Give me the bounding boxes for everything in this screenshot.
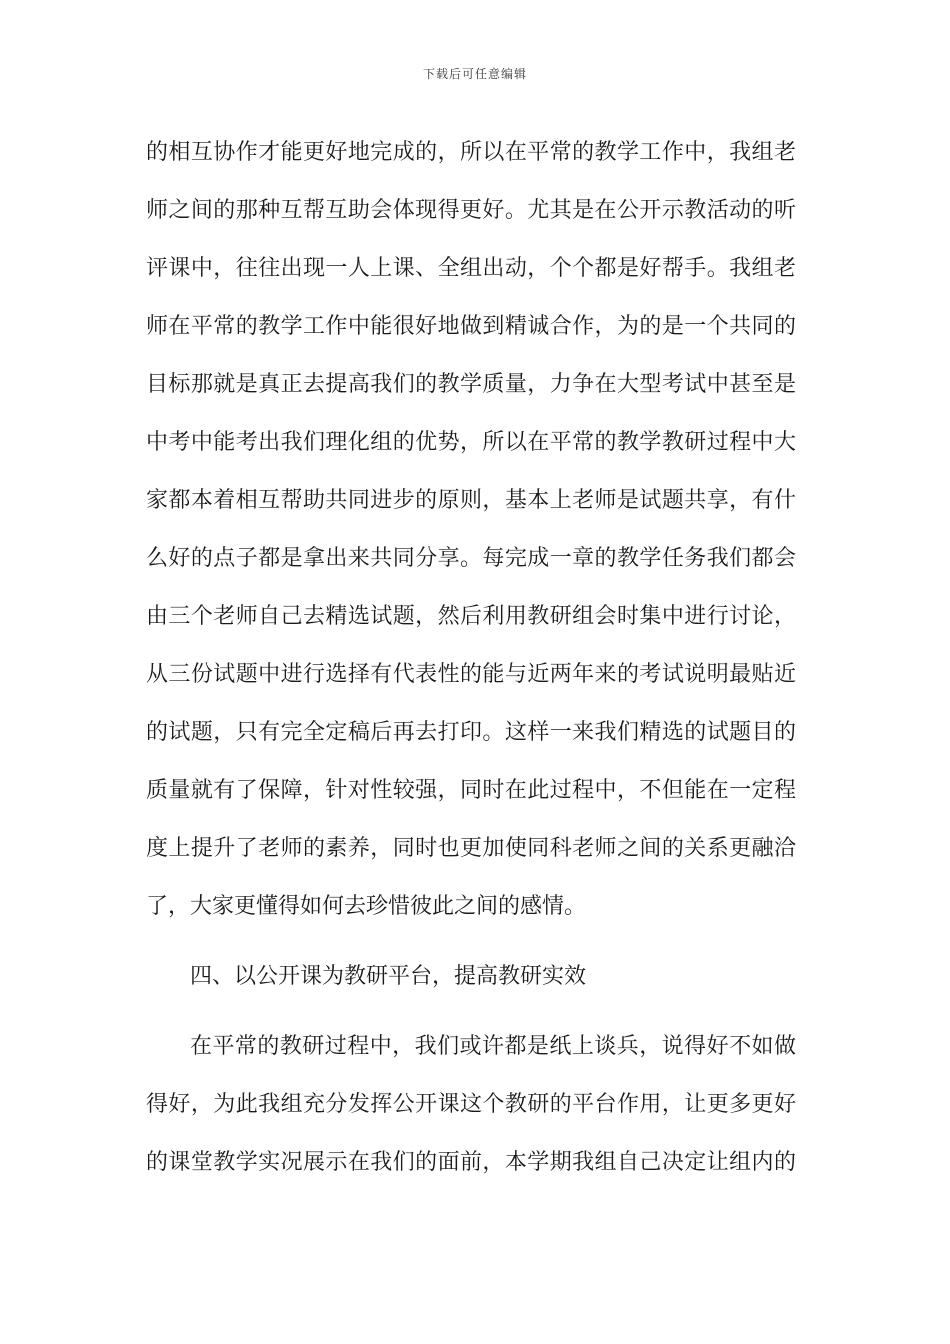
text-line: 由三个老师自己去精选试题，然后利用教研组会时集中进行讨论，	[146, 604, 796, 629]
text-line: 家都本着相互帮助共同进步的原则，基本上老师是试题共享，有什	[146, 488, 796, 513]
text-line: 师在平常的教学工作中能很好地做到精诚合作，为的是一个共同的	[146, 314, 796, 339]
text-line: 度上提升了老师的素养，同时也更加使同科老师之间的关系更融洽	[146, 836, 796, 861]
text-line: 在平常的教研过程中，我们或许都是纸上谈兵，说得好不如做	[190, 1034, 796, 1059]
document-body	[146, 124, 796, 1192]
text-line: 得好，为此我组充分发挥公开课这个教研的平台作用，让更多更好	[146, 1092, 796, 1117]
text-line: 中考中能考出我们理化组的优势，所以在平常的教学教研过程中大	[146, 430, 796, 455]
text-line: 从三份试题中进行选择有代表性的能与近两年来的考试说明最贴近	[146, 662, 796, 687]
text-line: 师之间的那种互帮互助会体现得更好。尤其是在公开示教活动的听	[146, 198, 796, 223]
section-heading	[146, 948, 796, 1006]
text-line: 了，大家更懂得如何去珍惜彼此之间的感情。	[146, 894, 587, 919]
page-header: 下载后可任意编辑	[422, 67, 527, 81]
text-line: 么好的点子都是拿出来共同分享。每完成一章的教学任务我们都会	[146, 546, 796, 571]
text-line: 的试题，只有完全定稿后再去打印。这样一来我们精选的试题目的	[146, 720, 796, 745]
paragraph-open-class	[146, 1018, 796, 1192]
paragraph-cooperation	[146, 124, 796, 936]
text-line: 的课堂教学实况展示在我们的面前，本学期我组自己决定让组内的	[146, 1150, 796, 1175]
text-line: 的相互协作才能更好地完成的，所以在平常的教学工作中，我组老	[146, 140, 796, 165]
text-line: 评课中，往往出现一人上课、全组出动，个个都是好帮手。我组老	[146, 256, 796, 281]
text-line: 质量就有了保障，针对性较强，同时在此过程中，不但能在一定程	[146, 778, 796, 803]
heading-line: 四、以公开课为教研平台，提高教研实效	[190, 964, 587, 989]
text-line: 目标那就是真正去提高我们的教学质量，力争在大型考试中甚至是	[146, 372, 796, 397]
